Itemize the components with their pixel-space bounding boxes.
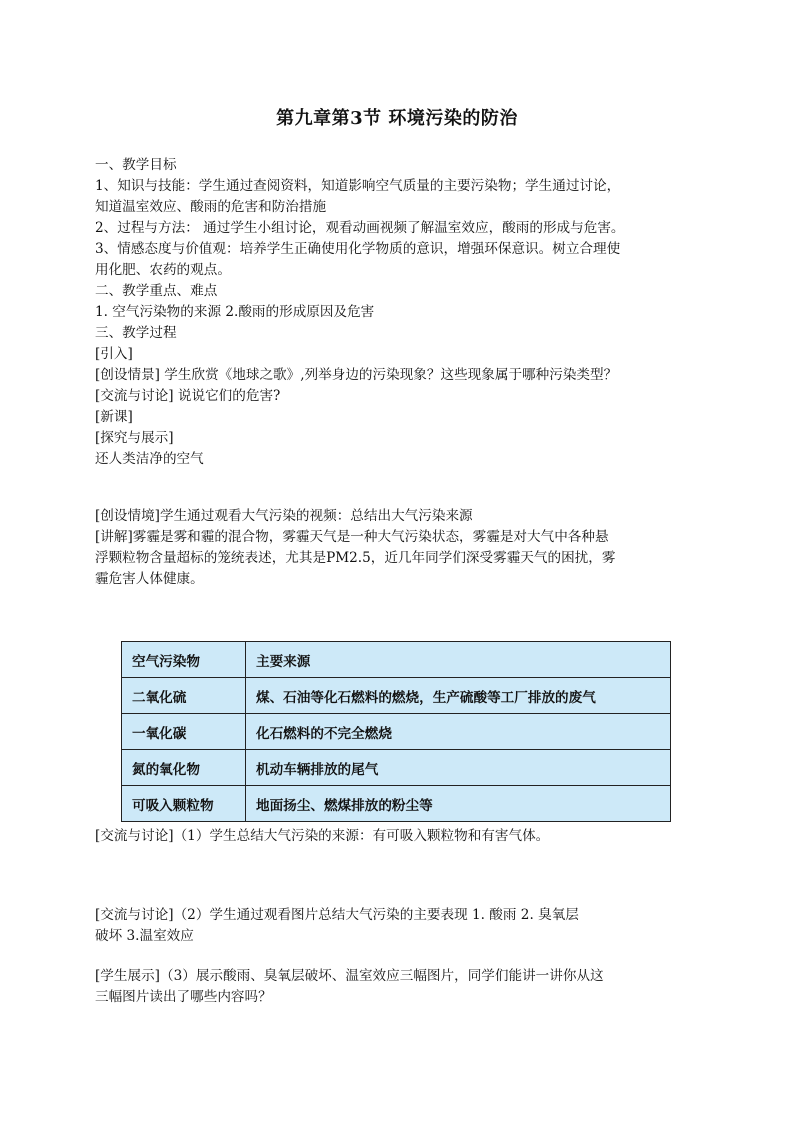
objective-knowledge: 1、知识与技能：学生通过查阅资料，知道影响空气质量的主要污染物；学生通过讨论， bbox=[95, 178, 621, 194]
objective-attitude: 3、情感态度与价值观：培养学生正确使用化学物质的意识，增强环保意识。树立合理使 bbox=[95, 241, 621, 257]
table-cell-pollutant: 可吸入颗粒物 bbox=[122, 786, 246, 822]
step-new-lesson: [新课] bbox=[95, 409, 133, 425]
table-row bbox=[122, 642, 671, 678]
step-explore: [探究与展示] bbox=[95, 430, 174, 446]
table-header-source: 主要来源 bbox=[246, 642, 671, 678]
table-cell-source: 机动车辆排放的尾气 bbox=[246, 750, 671, 786]
table-cell-pollutant: 二氧化硫 bbox=[122, 678, 246, 714]
discussion-manifestations: [交流与讨论]（2）学生通过观看图片总结大气污染的主要表现 1. 酸雨 2. 臭氧层 bbox=[95, 907, 579, 923]
student-display-cont: 三幅图片读出了哪些内容吗？ bbox=[95, 989, 272, 1005]
table-row bbox=[122, 714, 671, 750]
explain-smog-2: 浮颗粒物含量超标的笼统表述，尤其是PM2.5，近几年同学们深受雾霾天气的困扰，雾 bbox=[95, 550, 616, 566]
section-heading-objectives: 一、教学目标 bbox=[95, 157, 177, 173]
subheading-clean-air: 还人类洁净的空气 bbox=[95, 451, 204, 467]
table-row bbox=[122, 678, 671, 714]
explain-smog-1: [讲解]雾霾是雾和霾的混合物，雾霾天气是一种大气污染状态，雾霾是对大气中各种悬 bbox=[95, 529, 609, 545]
table-header-pollutant: 空气污染物 bbox=[122, 642, 246, 678]
discussion-sources: [交流与讨论]（1）学生总结大气污染的来源：有可吸入颗粒物和有害气体。 bbox=[95, 828, 550, 844]
step-discussion: [交流与讨论] 说说它们的危害? bbox=[95, 388, 281, 404]
keypoints-text: 1. 空气污染物的来源 2.酸雨的形成原因及危害 bbox=[95, 304, 375, 320]
section-heading-keypoints: 二、教学重点、难点 bbox=[95, 283, 218, 299]
scenario-video: [创设情境]学生通过观看大气污染的视频：总结出大气污染来源 bbox=[95, 508, 473, 524]
table-cell-source: 煤、石油等化石燃料的燃烧，生产硫酸等工厂排放的废气 bbox=[246, 678, 671, 714]
explain-smog-3: 霾危害人体健康。 bbox=[95, 571, 204, 587]
objective-attitude-cont: 用化肥、农药的观点。 bbox=[95, 262, 231, 278]
student-display: [学生展示]（3）展示酸雨、臭氧层破坏、温室效应三幅图片，同学们能讲一讲你从这 bbox=[95, 968, 604, 984]
pollutant-source-table bbox=[121, 641, 671, 822]
table-cell-source: 地面扬尘、燃煤排放的粉尘等 bbox=[246, 786, 671, 822]
step-intro: [引入] bbox=[95, 346, 133, 362]
table-row bbox=[122, 750, 671, 786]
table-cell-pollutant: 氮的氧化物 bbox=[122, 750, 246, 786]
table-cell-source: 化石燃料的不完全燃烧 bbox=[246, 714, 671, 750]
objective-knowledge-cont: 知道温室效应、酸雨的危害和防治措施 bbox=[95, 199, 327, 215]
discussion-manifestations-cont: 破坏 3.温室效应 bbox=[95, 928, 194, 944]
objective-process: 2、过程与方法： 通过学生小组讨论，观看动画视频了解温室效应，酸雨的形成与危害。 bbox=[95, 220, 625, 236]
table-row bbox=[122, 786, 671, 822]
page-title: 第九章第3节 环境污染的防治 bbox=[276, 108, 518, 129]
table-cell-pollutant: 一氧化碳 bbox=[122, 714, 246, 750]
step-scenario: [创设情景] 学生欣赏《地球之歌》,列举身边的污染现象？这些现象属于哪种污染类型？ bbox=[95, 367, 618, 383]
section-heading-process: 三、教学过程 bbox=[95, 325, 177, 341]
